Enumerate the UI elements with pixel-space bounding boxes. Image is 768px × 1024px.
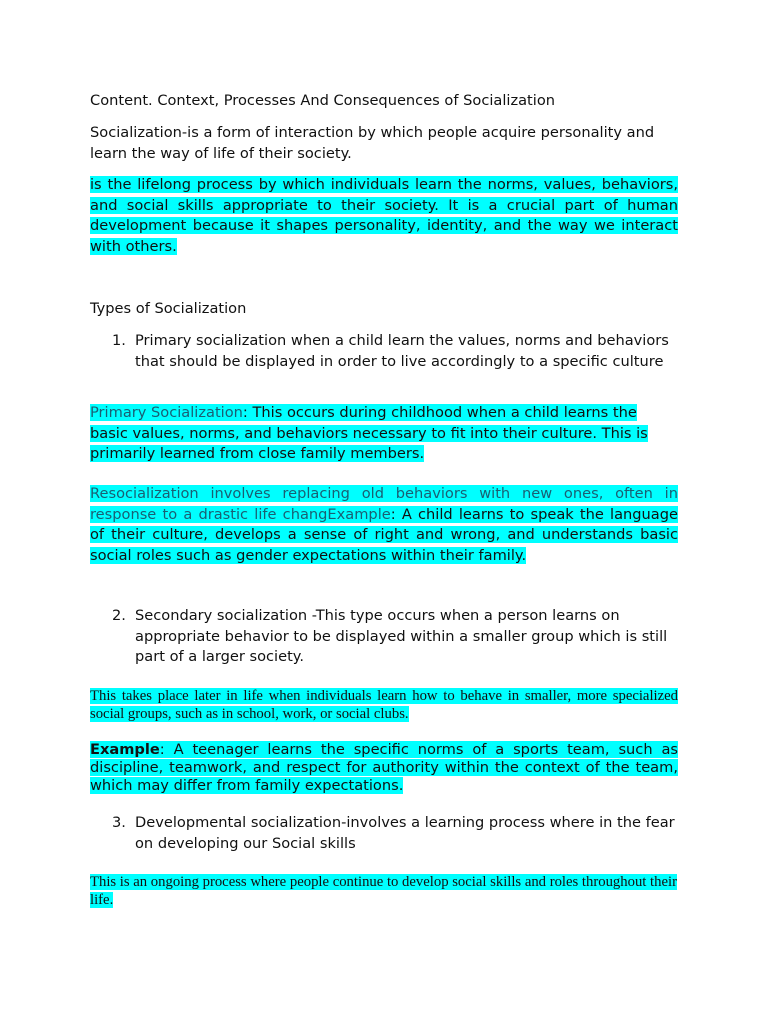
- example-text: : A teenager learns the specific norms of a sports team, such as discipline, teamwork, and respect for authority within the context of the team, which may differ from family expectations.: [90, 741, 678, 795]
- types-heading: Types of Socialization: [90, 300, 247, 317]
- document-page: [90, 0, 678, 1024]
- document-title: Content. Context, Processes And Consequences of Socialization: [90, 92, 556, 109]
- intro-highlight-paragraph: [90, 175, 678, 257]
- example-label: Example: [90, 741, 160, 758]
- list-item-text: Secondary socialization -This type occurs when a person learns on appropriate behavior to be displayed within a smaller group which is still part of a larger society.: [135, 607, 668, 666]
- list-number: 1.: [112, 332, 126, 349]
- primary-socialization-text: : This occurs during childhood when a child learns the basic values, norms, and behaviors necessary to fit into their culture. This is primarily learned from close family members.: [90, 404, 648, 463]
- socialization-definition: Socialization-is a form of interaction by which people acquire personality and learn the way of life of their society.: [90, 124, 655, 162]
- primary-socialization-lead: Primary Socialization: [90, 404, 243, 421]
- resocialization-paragraph: [90, 484, 678, 566]
- resocialization-text: : A child learns to speak the language of their culture, develops a sense of right and wrong, and understands basic social roles such as gender expectations within their family.: [90, 505, 678, 564]
- list-item-text: Primary socialization when a child learn the values, norms and behaviors that should be displayed in order to live accordingly to a specific culture: [135, 332, 669, 370]
- primary-socialization-paragraph: [90, 403, 678, 465]
- list-number: 2.: [112, 607, 126, 624]
- developmental-socialization-paragraph: [90, 874, 678, 909]
- list-item-text: Developmental socialization-involves a learning process where in the fear on developing our Social skills: [135, 814, 675, 852]
- intro-highlight-text: is the lifelong process by which individuals learn the norms, values, behaviors, and social skills appropriate to their society. It is a crucial part of human development because it shapes personality, identity, and the way we interact with others.: [90, 176, 678, 255]
- example-paragraph: [90, 741, 678, 796]
- developmental-socialization-text: This is an ongoing process where people continue to develop social skills and roles throughout their life.: [90, 874, 677, 908]
- resocialization-lead: Resocialization involves replacing old behaviors with new ones, often in response to a drastic life changExample: [90, 485, 678, 523]
- secondary-socialization-paragraph: [90, 688, 678, 723]
- secondary-socialization-text: This takes place later in life when individuals learn how to behave in smaller, more specialized social groups, such as in school, work, or social clubs.: [90, 688, 678, 722]
- list-number: 3.: [112, 814, 126, 831]
